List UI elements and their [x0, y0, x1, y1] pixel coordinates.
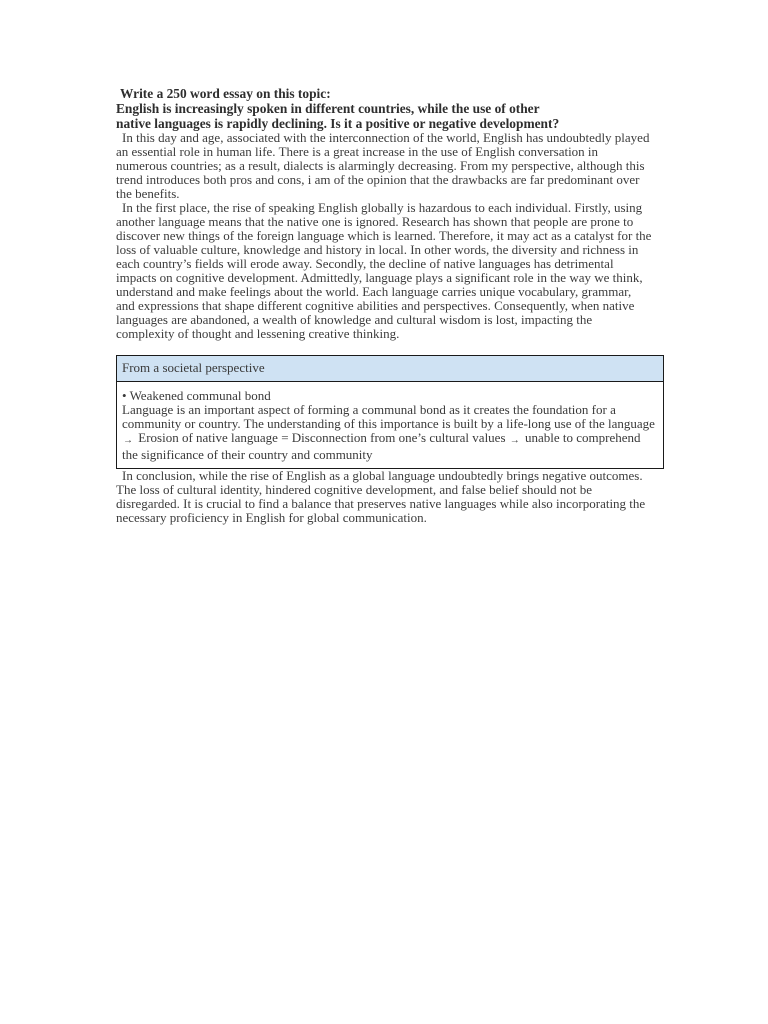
document-page	[116, 86, 664, 525]
prompt-question: English is increasingly spoken in different countries, while the use of other native languages is rapidly declining. Is it a positive or negative development?	[116, 101, 560, 131]
essay-prompt	[116, 86, 664, 131]
box-step-1: Erosion of native language = Disconnection from one’s cultural values	[138, 430, 506, 445]
box-body	[117, 382, 663, 468]
box-step-2: unable to comprehend the significance of their country and community	[122, 430, 641, 462]
intro-paragraph: In this day and age, associated with the interconnection of the world, English has undoubtedly played an essential role in human life. There is a great increase in the use of English conversation in numerous countries; as a result, dialects is alarmingly decreasing. From my perspective, although this trend introduces both pros and cons, i am of the opinion that the drawbacks are far predominant over the benefits.	[116, 130, 650, 201]
box-header: From a societal perspective	[117, 356, 663, 382]
conclusion-paragraph: In conclusion, while the rise of English as a global language undoubtedly brings negative outcomes. The loss of cultural identity, hindered cognitive development, and false belief should not be disregarded. It is crucial to find a balance that preserves native languages while also incorporating the necessary proficiency in English for global communication.	[116, 468, 646, 525]
bullet-point: • Weakened communal bond	[122, 388, 271, 403]
arrow-right-icon: →	[123, 435, 133, 446]
box-text	[122, 403, 658, 462]
body-paragraph-1: In the first place, the rise of speaking English globally is hazardous to each individual. Firstly, using another language means that the native one is ignored. Research has shown that people are prone to discover new things of the foreign language which is learned. Therefore, it may act as a catalyst for the loss of valuable culture, knowledge and history in local. In other words, the diversity and richness in each country’s fields will erode away. Secondly, the decline of native languages has detrimental impacts on cognitive development. Admittedly, language plays a significant role in the way we think, understand and make feelings about the world. Each language carries unique vocabulary, grammar, and expressions that shape different cognitive abilities and perspectives. Consequently, when native languages are abandoned, a wealth of knowledge and cultural wisdom is lost, impacting the complexity of thought and lessening creative thinking.	[116, 200, 652, 341]
box-explanation: Language is an important aspect of forming a communal bond as it creates the foundation for a community or country. The understanding of this importance is built by a life-long use of the language	[122, 402, 655, 431]
prompt-instruction: Write a 250 word essay on this topic:	[120, 86, 331, 101]
arrow-right-icon: →	[509, 435, 520, 446]
societal-perspective-box	[116, 355, 664, 469]
